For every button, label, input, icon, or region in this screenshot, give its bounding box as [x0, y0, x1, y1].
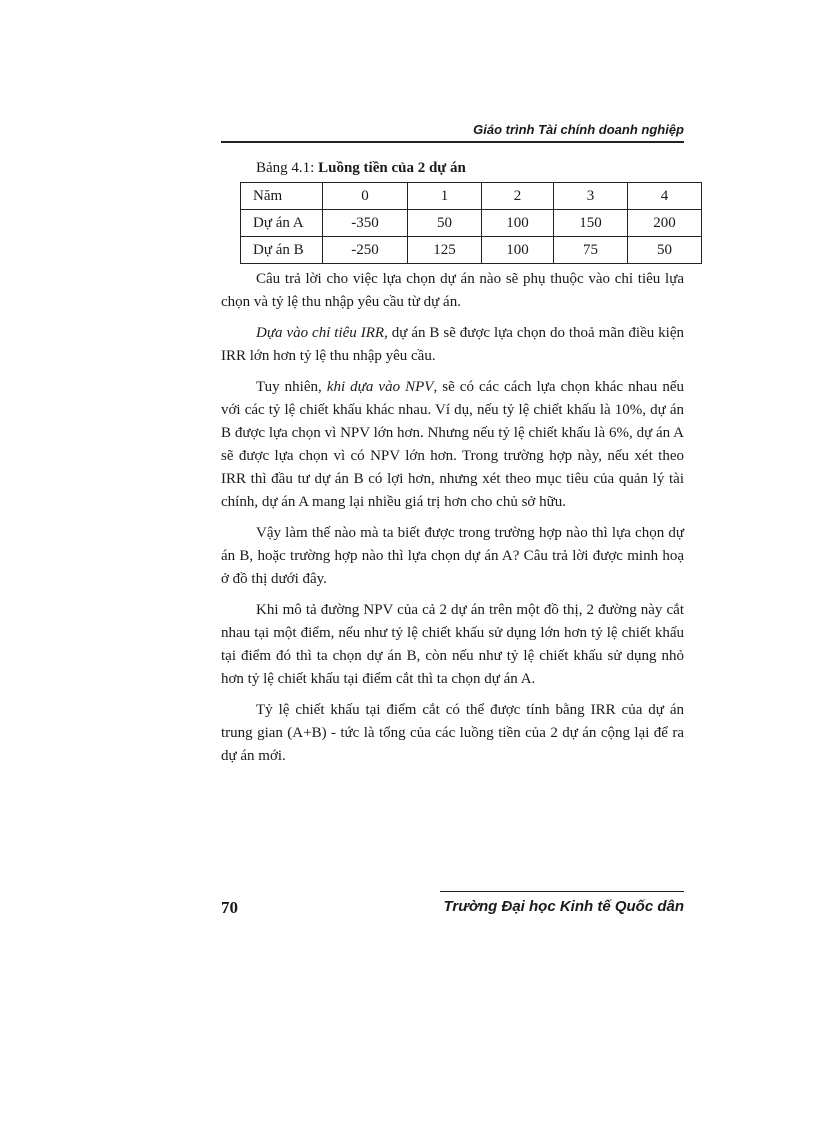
footer-rule [440, 891, 684, 892]
paragraph-3-italic: khi dựa vào NPV [326, 379, 434, 395]
table-cell: -250 [323, 237, 408, 264]
table-cell: 75 [554, 237, 628, 264]
table-cell: 100 [482, 210, 554, 237]
table-cell: 50 [628, 237, 702, 264]
table-cell: 125 [408, 237, 482, 264]
table-header-cell: 1 [408, 183, 482, 210]
table-cell: 50 [408, 210, 482, 237]
table-header-row [241, 183, 702, 210]
header-rule [221, 141, 684, 143]
table-header-cell: 0 [323, 183, 408, 210]
paragraph-3 [221, 376, 684, 514]
table-cell: -350 [323, 210, 408, 237]
paragraph-5: Khi mô tả đường NPV của cả 2 dự án trên một đồ thị, 2 đường này cắt nhau tại một điểm, nếu như tỷ lệ chiết khấu sử dụng lớn hơn tỷ lệ chiết khấu tại điểm đó thì ta chọn dự án B, còn nếu như tỷ lệ chiết khấu sử dụng nhỏ hơn tỷ lệ chiết khấu tại điểm cắt thì ta chọn dự án A. [221, 602, 684, 687]
table-cell: 100 [482, 237, 554, 264]
caption-prefix: Bảng 4.1: [256, 160, 319, 176]
running-header-title: Giáo trình Tài chính doanh nghiệp [473, 122, 684, 137]
paragraph-1: Câu trả lời cho việc lựa chọn dự án nào sẽ phụ thuộc vào chỉ tiêu lựa chọn và tỷ lệ thu nhập yêu cầu từ dự án. [221, 271, 684, 310]
cash-flow-table [240, 182, 702, 264]
running-footer-title: Trường Đại học Kinh tế Quốc dân [443, 898, 684, 915]
table-row [241, 210, 702, 237]
table-cell: Dự án A [241, 210, 323, 237]
table-header-cell: 2 [482, 183, 554, 210]
paragraph-3-start: Tuy nhiên, [256, 379, 327, 395]
table-cell: 200 [628, 210, 702, 237]
paragraph-2-rest: , dự án B sẽ được lựa chọn do thoả mãn điều kiện IRR lớn hơn tỷ lệ thu nhập yêu cầu. [221, 325, 685, 364]
paragraph-6: Tỷ lệ chiết khấu tại điểm cắt có thể được tính bằng IRR của dự án trung gian (A+B) - tức là tổng của các luồng tiền của 2 dự án cộng lại để ra dự án mới. [221, 702, 684, 764]
paragraph-2-italic: Dựa vào chỉ tiêu IRR [256, 325, 385, 341]
table-row [241, 237, 702, 264]
table-cell: Dự án B [241, 237, 323, 264]
table-header-cell: Năm [241, 183, 323, 210]
paragraph-3-rest: , sẽ có các cách lựa chọn khác nhau nếu với các tỷ lệ chiết khấu khác nhau. Ví dụ, nếu tỷ lệ chiết khấu là 10%, dự án B được lựa chọn vì NPV lớn hơn. Nhưng nếu tỷ lệ chiết khấu là 6%, dự án A sẽ được lựa chọn vì có NPV lớn hơn. Trong trường hợp này, nếu xét theo IRR thì đầu tư dự án B có lợi hơn, nhưng xét theo mục tiêu của quản lý tài chính, dự án A mang lại nhiều giá trị hơn cho chủ sở hữu. [221, 379, 685, 510]
page-number: 70 [221, 898, 238, 917]
paragraph-2 [221, 322, 684, 368]
body-text [221, 268, 684, 776]
table-header-cell: 4 [628, 183, 702, 210]
paragraph-4: Vậy làm thế nào mà ta biết được trong trường hợp nào thì lựa chọn dự án B, hoặc trường hợp nào thì lựa chọn dự án A? Câu trả lời được minh hoạ ở đồ thị dưới đây. [221, 525, 684, 587]
table-header-cell: 3 [554, 183, 628, 210]
table-caption [256, 160, 466, 177]
caption-title: Luồng tiền của 2 dự án [318, 160, 466, 176]
table-cell: 150 [554, 210, 628, 237]
